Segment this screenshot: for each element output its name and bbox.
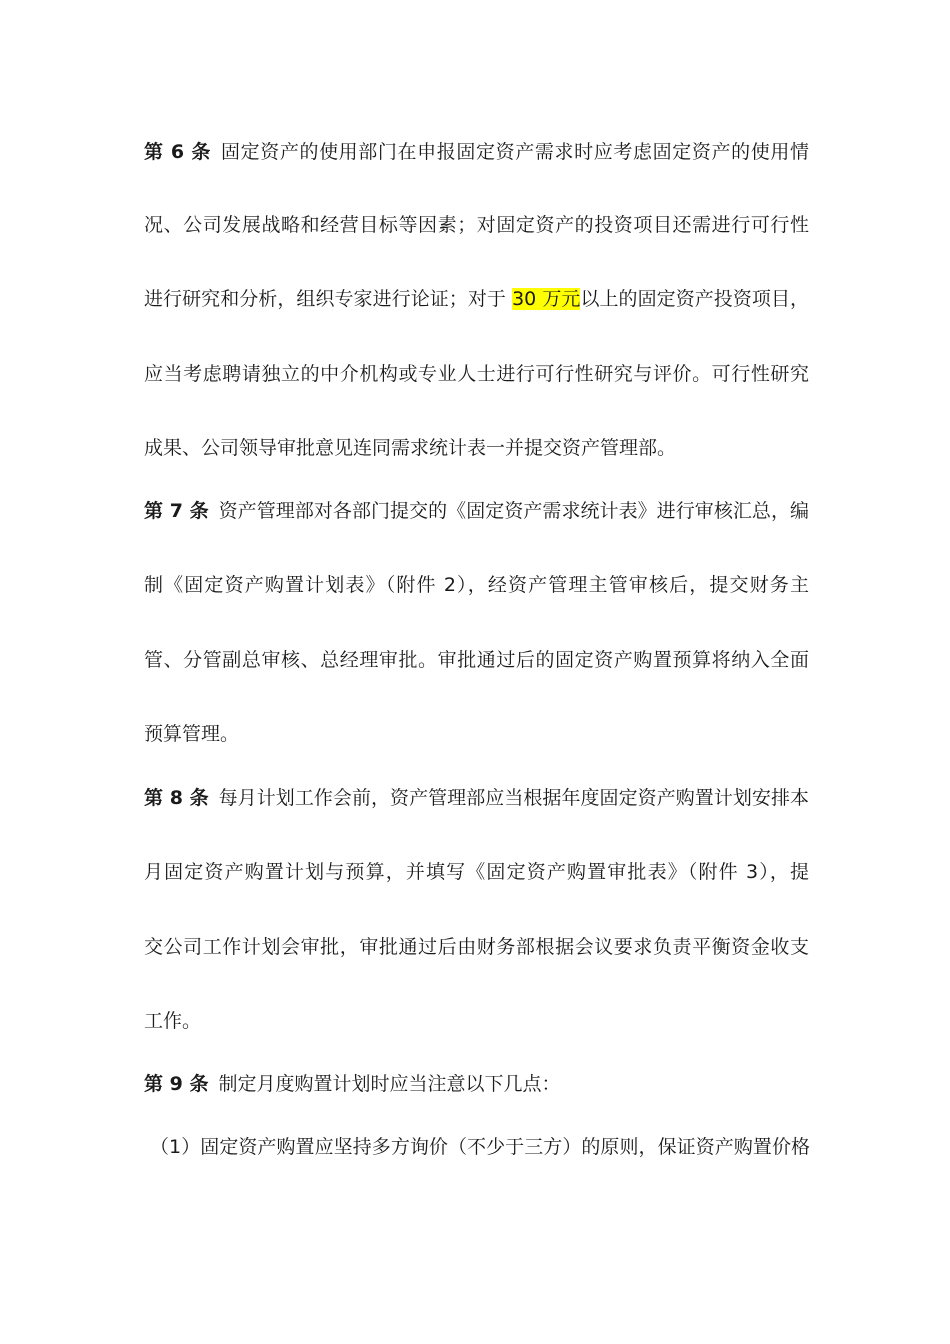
article-9-text: 制定月度购置计划时应当注意以下几点：: [218, 1073, 561, 1095]
article-6-line-1: [144, 139, 809, 165]
article-8-line-4: 工作。: [144, 1010, 202, 1032]
article-7-line-4: 预算管理。: [144, 723, 240, 745]
article-7-line-2: 制《固定资产购置计划表》（附件 2），经资产管理主管审核后，提交财务主: [144, 574, 809, 596]
article-6-line-4: 应当考虑聘请独立的中介机构或专业人士进行可行性研究与评价。可行性研究: [144, 363, 809, 385]
list-item-1: （1）固定资产购置应坚持多方询价（不少于三方）的原则，保证资产购置价格: [150, 1136, 810, 1158]
article-6-text: 固定资产的使用部门在申报固定资产需求时应考虑固定资产的使用情: [220, 141, 809, 163]
article-8-line-3: 交公司工作计划会审批，审批通过后由财务部根据会议要求负责平衡资金收支: [144, 936, 809, 958]
article-9-label: 第 9 条: [144, 1073, 209, 1095]
article-7-label: 第 7 条: [144, 500, 209, 522]
article-7-text: 资产管理部对各部门提交的《固定资产需求统计表》进行审核汇总，编: [218, 500, 809, 522]
article-9-line-1: [144, 1071, 809, 1097]
article-6-line-2: 况、公司发展战略和经营目标等因素；对固定资产的投资项目还需进行可行性: [144, 214, 809, 236]
article-7-line-1: [144, 498, 809, 524]
article-6-line-3: [144, 286, 809, 312]
article-8-line-1: [144, 785, 809, 811]
article-8-line-2: 月固定资产购置计划与预算，并填写《固定资产购置审批表》（附件 3），提: [144, 861, 809, 883]
article-8-text: 每月计划工作会前，资产管理部应当根据年度固定资产购置计划安排本: [218, 787, 809, 809]
article-6-label: 第 6 条: [144, 141, 211, 163]
highlighted-amount: 30 万元: [512, 288, 581, 310]
article-6-line-5: 成果、公司领导审批意见连同需求统计表一并提交资产管理部。: [144, 437, 677, 459]
article-7-line-3: 管、分管副总审核、总经理审批。审批通过后的固定资产购置预算将纳入全面: [144, 649, 809, 671]
article-8-label: 第 8 条: [144, 787, 209, 809]
article-6-line-3-after: 以上的固定资产投资项目，: [580, 288, 809, 310]
article-6-line-3-before: 进行研究和分析，组织专家进行论证；对于: [144, 288, 513, 310]
